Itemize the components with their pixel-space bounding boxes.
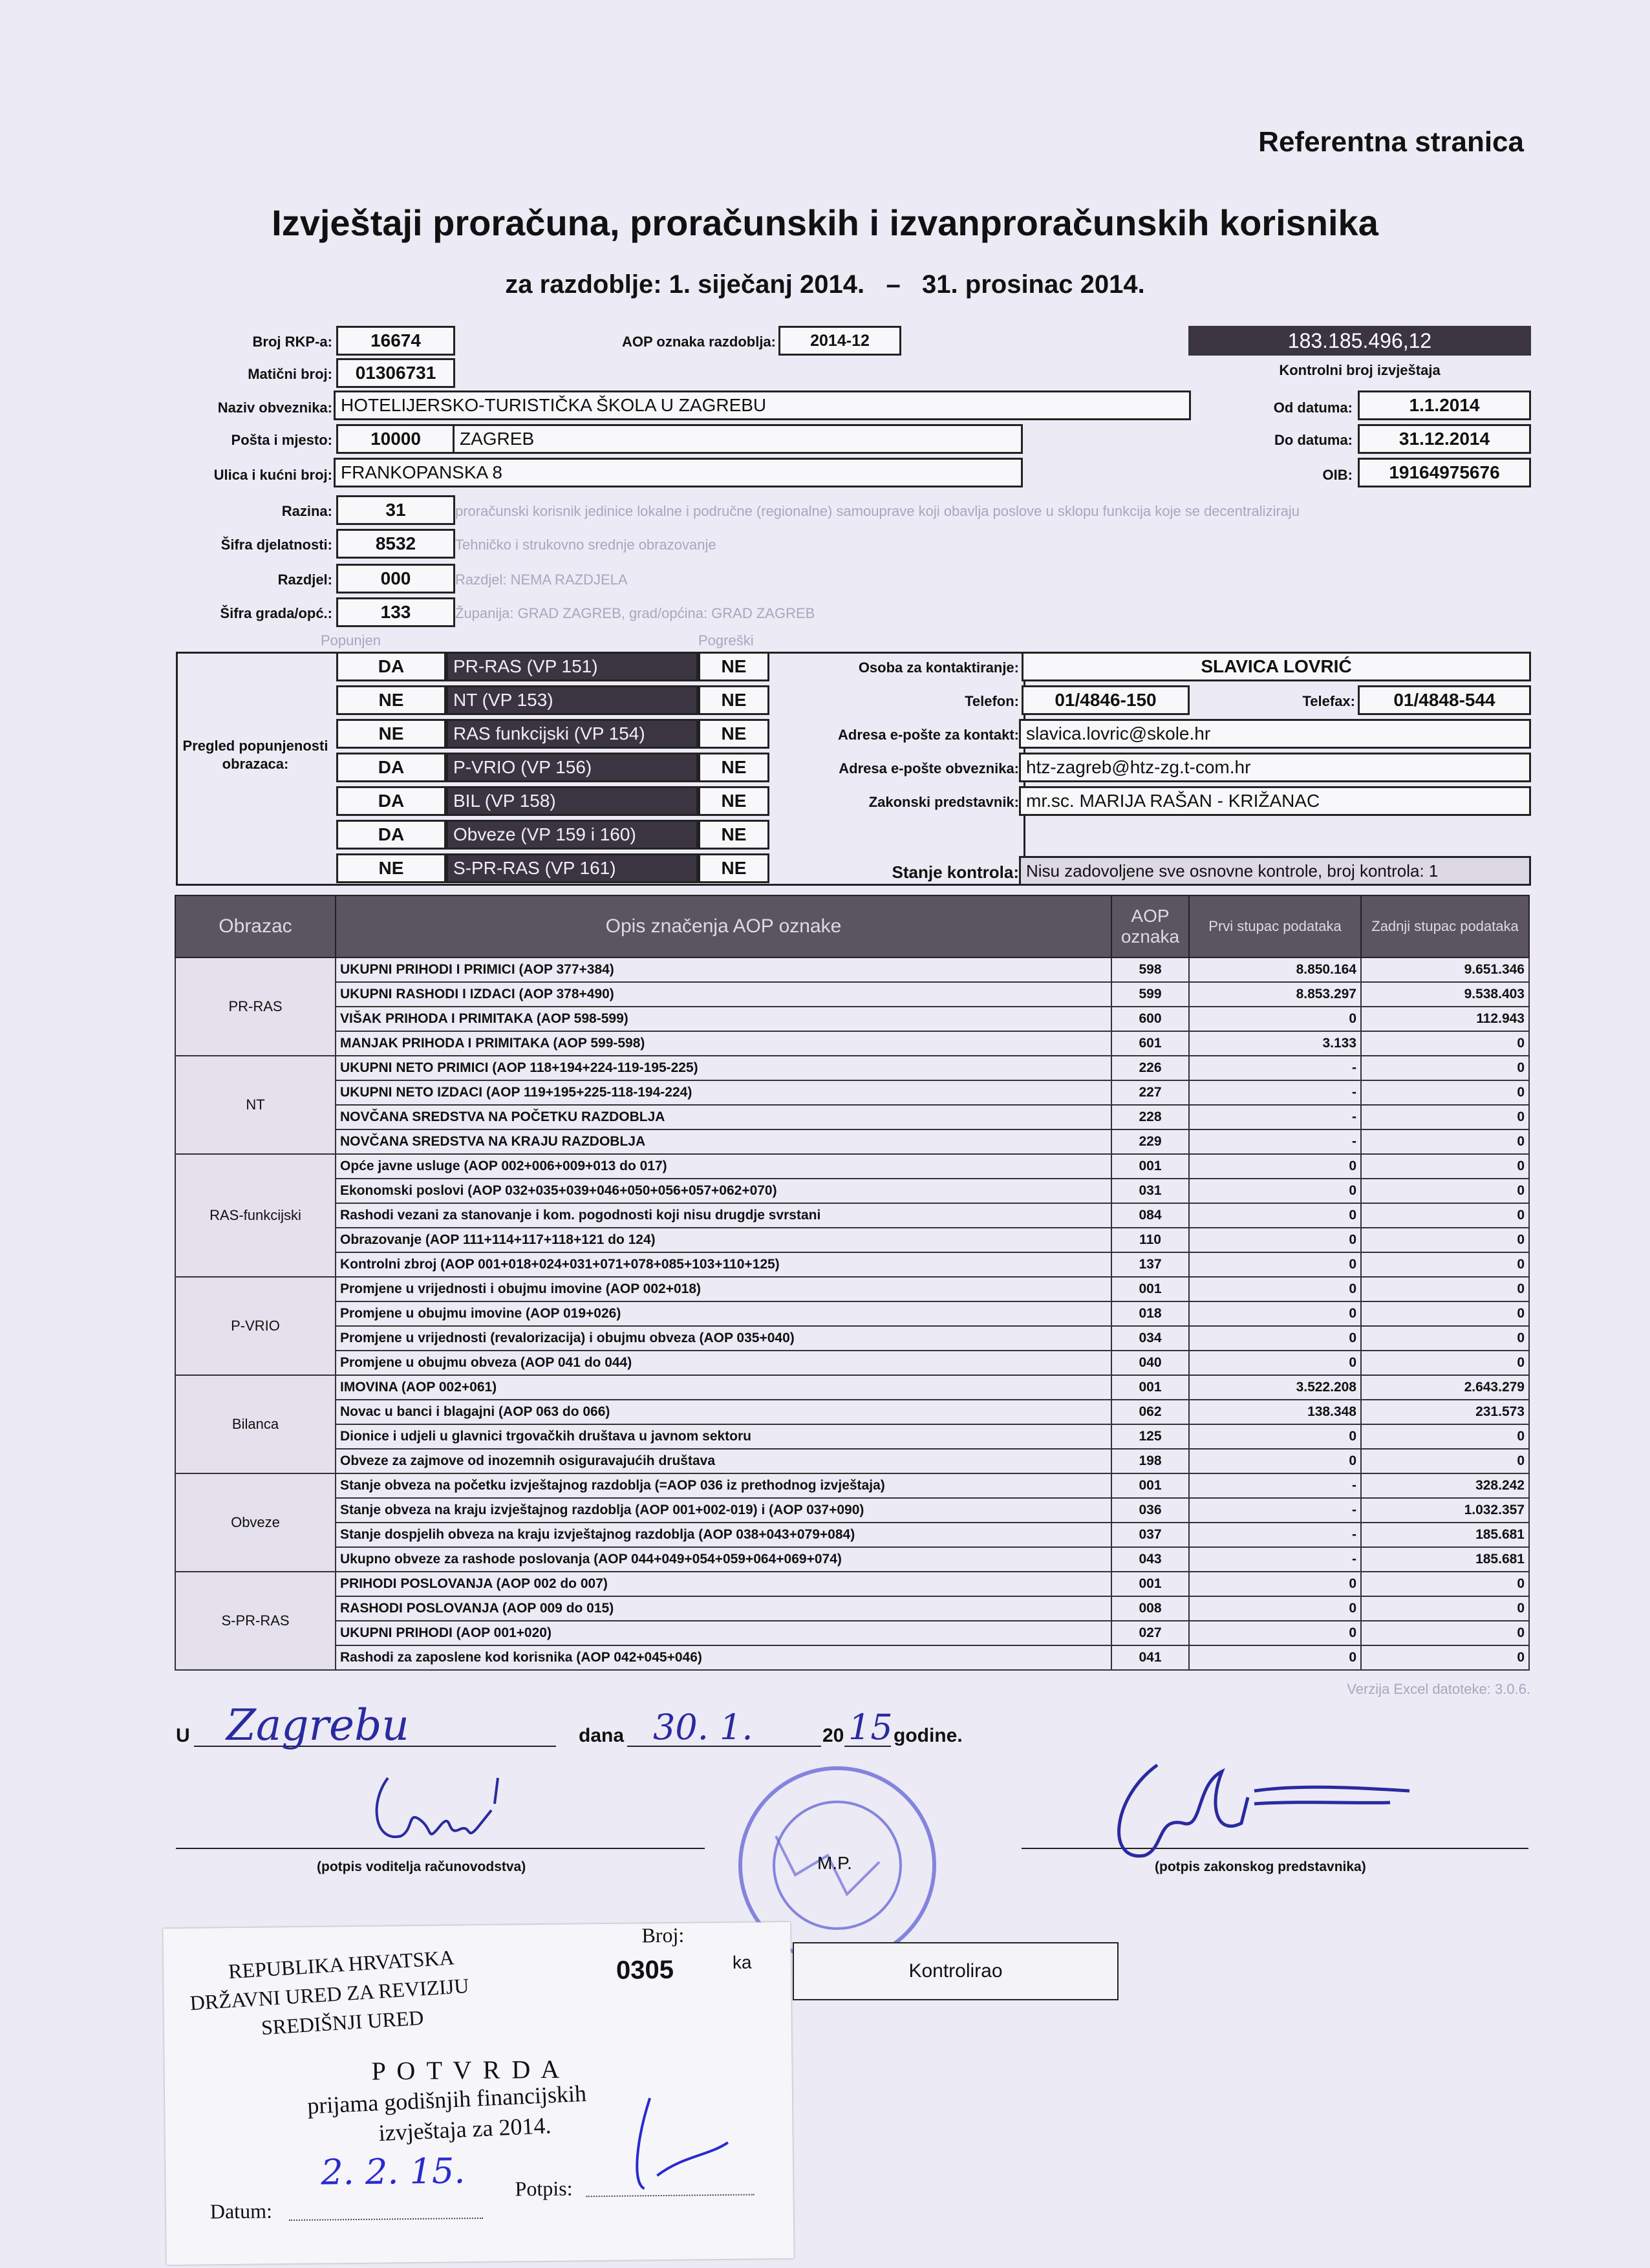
row-aop: 001 — [1111, 1277, 1189, 1301]
row-description: PRIHODI POSLOVANJA (AOP 002 do 007) — [336, 1572, 1111, 1596]
filled-value: DA — [336, 652, 446, 681]
table-row — [175, 1007, 1529, 1031]
row-aop: 601 — [1111, 1031, 1189, 1056]
error-value: NE — [698, 685, 769, 715]
row-description: NOVČANA SREDSTVA NA POČETKU RAZDOBLJA — [336, 1105, 1111, 1129]
form-name: RAS funkcijski (VP 154) — [446, 719, 698, 749]
row-first-value: 3.522.208 — [1189, 1375, 1361, 1400]
check-row-nt — [336, 685, 769, 715]
row-first-value: 0 — [1189, 1203, 1361, 1228]
level-desc: proračunski korisnik jedinice lokalne i područne (regionalne) samouprave koji obavlja poslove u sklopu funkcija koje se decentraliziraju — [455, 503, 1300, 519]
receipt-line1: REPUBLIKA HRVATSKA — [228, 1945, 455, 1984]
row-first-value: 138.348 — [1189, 1400, 1361, 1424]
table-row — [175, 1277, 1529, 1301]
table-row — [175, 1473, 1529, 1498]
sig-right-label: (potpis zakonskog predstavnika) — [1155, 1859, 1366, 1874]
row-last-value: 9.651.346 — [1361, 957, 1529, 982]
form-group-label: Bilanca — [175, 1375, 336, 1473]
city-code-field[interactable]: 133 — [336, 597, 455, 627]
filled-value: DA — [336, 753, 446, 782]
row-description: Novac u banci i blagajni (AOP 063 do 066) — [336, 1400, 1111, 1424]
person-label: Osoba za kontaktiranje: — [858, 659, 1019, 676]
row-first-value: 0 — [1189, 1277, 1361, 1301]
row-aop: 229 — [1111, 1129, 1189, 1154]
row-aop: 041 — [1111, 1645, 1189, 1670]
row-first-value: 0 — [1189, 1621, 1361, 1645]
row-first-value: 0 — [1189, 1326, 1361, 1351]
row-aop: 018 — [1111, 1301, 1189, 1326]
row-last-value: 0 — [1361, 1621, 1529, 1645]
row-aop: 037 — [1111, 1523, 1189, 1547]
row-aop: 198 — [1111, 1449, 1189, 1473]
row-first-value: 0 — [1189, 1572, 1361, 1596]
row-aop: 001 — [1111, 1572, 1189, 1596]
row-aop: 125 — [1111, 1424, 1189, 1449]
row-last-value: 0 — [1361, 1203, 1529, 1228]
section-label: Razdjel: — [277, 572, 332, 588]
row-description: UKUPNI PRIHODI (AOP 001+020) — [336, 1621, 1111, 1645]
email-label: Adresa e-pošte za kontakt: — [838, 727, 1019, 743]
aop-period-label: AOP oznaka razdoblja: — [622, 334, 776, 350]
form-name: PR-RAS (VP 151) — [446, 652, 698, 681]
receipt-col-ka: ka — [732, 1952, 752, 1973]
table-row — [175, 1228, 1529, 1252]
level-field[interactable]: 31 — [336, 495, 455, 525]
check-row-ras — [336, 719, 769, 749]
table-row — [175, 1154, 1529, 1179]
status-label: Stanje kontrola: — [892, 862, 1019, 882]
form-group-label: PR-RAS — [175, 957, 336, 1056]
form-group-label: NT — [175, 1056, 336, 1154]
row-description: Rashodi za zaposlene kod korisnika (AOP 042+045+046) — [336, 1645, 1111, 1670]
street-label: Ulica i kućni broj: — [213, 467, 332, 483]
row-last-value: 0 — [1361, 1080, 1529, 1105]
place-prefix: U — [176, 1725, 190, 1746]
table-row — [175, 982, 1529, 1007]
table-row — [175, 1400, 1529, 1424]
form-group-label: S-PR-RAS — [175, 1572, 336, 1670]
row-last-value: 0 — [1361, 1154, 1529, 1179]
row-aop: 084 — [1111, 1203, 1189, 1228]
mb-label: Matični broj: — [248, 366, 332, 382]
to-field[interactable]: 31.12.2014 — [1358, 424, 1531, 454]
table-row — [175, 1351, 1529, 1375]
row-aop: 062 — [1111, 1400, 1189, 1424]
row-aop: 008 — [1111, 1596, 1189, 1621]
row-aop: 110 — [1111, 1228, 1189, 1252]
filled-value: NE — [336, 685, 446, 715]
error-value: NE — [698, 820, 769, 850]
row-last-value: 0 — [1361, 1252, 1529, 1277]
col-opis: Opis značenja AOP oznake — [336, 895, 1111, 957]
row-last-value: 9.538.403 — [1361, 982, 1529, 1007]
row-aop: 001 — [1111, 1154, 1189, 1179]
row-description: MANJAK PRIHODA I PRIMITAKA (AOP 599-598) — [336, 1031, 1111, 1056]
row-first-value: - — [1189, 1080, 1361, 1105]
filled-header: Popunjen — [321, 632, 381, 648]
godine-label: godine. — [894, 1725, 963, 1746]
receipt-date-handwritten: 2. 2. 15. — [320, 2150, 466, 2193]
row-description: Stanje obveza na početku izvještajnog razdoblja (=AOP 036 iz prethodnog izvještaja) — [336, 1473, 1111, 1498]
row-last-value: 0 — [1361, 1424, 1529, 1449]
row-description: Obrazovanje (AOP 111+114+117+118+121 do 124) — [336, 1228, 1111, 1252]
table-row — [175, 1105, 1529, 1129]
dana-label: dana — [579, 1725, 625, 1746]
row-last-value: 0 — [1361, 1031, 1529, 1056]
errors-header: Pogreški — [698, 632, 754, 648]
row-description: UKUPNI NETO PRIMICI (AOP 118+194+224-119-195-225) — [336, 1056, 1111, 1080]
oib-label: OIB: — [1322, 467, 1353, 483]
email2-label: Adresa e-pošte obveznika: — [839, 760, 1019, 776]
table-row — [175, 1449, 1529, 1473]
filled-value: DA — [336, 786, 446, 816]
form-group-label: P-VRIO — [175, 1277, 336, 1375]
row-last-value: 0 — [1361, 1449, 1529, 1473]
email2-field[interactable]: htz-zagreb@htz-zg.t-com.hr — [1019, 753, 1531, 782]
from-field[interactable]: 1.1.2014 — [1358, 390, 1531, 420]
row-last-value: 112.943 — [1361, 1007, 1529, 1031]
row-last-value: 0 — [1361, 1179, 1529, 1203]
controlled-box: Kontrolirao — [793, 1942, 1119, 2000]
row-description: UKUPNI PRIHODI I PRIMICI (AOP 377+384) — [336, 957, 1111, 982]
table-row — [175, 1203, 1529, 1228]
section-field[interactable]: 000 — [336, 564, 455, 594]
row-description: UKUPNI RASHODI I IZDACI (AOP 378+490) — [336, 982, 1111, 1007]
row-first-value: 0 — [1189, 1301, 1361, 1326]
table-row — [175, 1621, 1529, 1645]
post-label: Pošta i mjesto: — [231, 432, 332, 448]
row-description: Promjene u vrijednosti i obujmu imovine (AOP 002+018) — [336, 1277, 1111, 1301]
table-row — [175, 1179, 1529, 1203]
person-field[interactable]: SLAVICA LOVRIĆ — [1022, 652, 1531, 681]
receipt-potpis-label: Potpis: — [515, 2176, 573, 2201]
row-description: IMOVINA (AOP 002+061) — [336, 1375, 1111, 1400]
row-first-value: 0 — [1189, 1351, 1361, 1375]
period: za razdoblje: 1. siječanj 2014. – 31. prosinac 2014. — [505, 270, 1145, 299]
row-first-value: 0 — [1189, 1228, 1361, 1252]
date-handwritten: 30. 1. — [653, 1707, 753, 1748]
row-first-value: - — [1189, 1523, 1361, 1547]
sig-left-label: (potpis voditelja računovodstva) — [317, 1859, 526, 1874]
row-aop: 227 — [1111, 1080, 1189, 1105]
row-first-value: 0 — [1189, 1645, 1361, 1670]
row-first-value: 8.850.164 — [1189, 957, 1361, 982]
overview-label: Pregled popunjenosti obrazaca: — [182, 738, 328, 772]
section-desc: Razdjel: NEMA RAZDJELA — [455, 572, 628, 588]
row-first-value: - — [1189, 1547, 1361, 1572]
row-last-value: 185.681 — [1361, 1523, 1529, 1547]
receipt-line4: prijama godišnjih financijskih — [306, 2080, 587, 2119]
row-first-value: - — [1189, 1498, 1361, 1523]
check-row-obveze — [336, 820, 769, 850]
table-row — [175, 1031, 1529, 1056]
version-label: Verzija Excel datoteke: 3.0.6. — [1347, 1681, 1530, 1697]
receipt-broj-label: Broj: — [641, 1923, 685, 1947]
row-first-value: - — [1189, 1105, 1361, 1129]
receipt-line3: SREDIŠNJI URED — [260, 2006, 425, 2040]
row-description: Stanje obveza na kraju izvještajnog razdoblja (AOP 001+002-019) i (AOP 037+090) — [336, 1498, 1111, 1523]
receipt-note — [163, 1922, 793, 2265]
table-row — [175, 1301, 1529, 1326]
name-label: Naziv obveznika: — [217, 400, 332, 416]
col-aop: AOP oznaka — [1111, 895, 1189, 957]
row-last-value: 0 — [1361, 1228, 1529, 1252]
row-first-value: 8.853.297 — [1189, 982, 1361, 1007]
table-row — [175, 1547, 1529, 1572]
table-body — [175, 957, 1529, 1670]
row-first-value: 0 — [1189, 1424, 1361, 1449]
row-last-value: 0 — [1361, 1596, 1529, 1621]
row-first-value: 0 — [1189, 1007, 1361, 1031]
row-last-value: 0 — [1361, 1351, 1529, 1375]
row-description: NOVČANA SREDSTVA NA KRAJU RAZDOBLJA — [336, 1129, 1111, 1154]
row-last-value: 0 — [1361, 1326, 1529, 1351]
filled-value: NE — [336, 853, 446, 883]
check-row-s-pr-ras — [336, 853, 769, 883]
receipt-line2: DRŽAVNI URED ZA REVIZIJU — [189, 1973, 470, 2015]
error-value: NE — [698, 753, 769, 782]
rkp-field[interactable]: 16674 — [336, 326, 455, 356]
row-aop: 040 — [1111, 1351, 1189, 1375]
sig-right-signature — [1086, 1746, 1422, 1875]
row-first-value: - — [1189, 1129, 1361, 1154]
row-aop: 027 — [1111, 1621, 1189, 1645]
year-handwritten: 15 — [848, 1707, 893, 1748]
city-code-label: Šifra grada/opć.: — [220, 605, 332, 621]
row-description: Rashodi vezani za stanovanje i kom. pogodnosti koji nisu drugdje svrstani — [336, 1203, 1111, 1228]
form-name: BIL (VP 158) — [446, 786, 698, 816]
row-first-value: - — [1189, 1056, 1361, 1080]
city-code-desc: Županija: GRAD ZAGREB, grad/općina: GRAD ZAGREB — [455, 605, 815, 621]
form-group-label: RAS-funkcijski — [175, 1154, 336, 1277]
row-aop: 228 — [1111, 1105, 1189, 1129]
error-value: NE — [698, 853, 769, 883]
row-last-value: 328.242 — [1361, 1473, 1529, 1498]
error-value: NE — [698, 719, 769, 749]
city-field[interactable]: ZAGREB — [453, 424, 1023, 454]
table-row — [175, 1424, 1529, 1449]
table-row — [175, 1645, 1529, 1670]
row-aop: 034 — [1111, 1326, 1189, 1351]
row-description: RASHODI POSLOVANJA (AOP 009 do 015) — [336, 1596, 1111, 1621]
table-row — [175, 1326, 1529, 1351]
row-aop: 137 — [1111, 1252, 1189, 1277]
check-row-bil — [336, 786, 769, 816]
rkp-label: Broj RKP-a: — [252, 334, 332, 350]
row-first-value: 0 — [1189, 1252, 1361, 1277]
table-row — [175, 1056, 1529, 1080]
aop-period-field[interactable]: 2014-12 — [778, 326, 901, 356]
level-label: Razina: — [281, 503, 332, 519]
row-aop: 600 — [1111, 1007, 1189, 1031]
row-description: Opće javne usluge (AOP 002+006+009+013 do 017) — [336, 1154, 1111, 1179]
row-description: Obveze za zajmove od inozemnih osiguravajućih društava — [336, 1449, 1111, 1473]
rep-field[interactable]: mr.sc. MARIJA RAŠAN - KRIŽANAC — [1019, 786, 1531, 816]
email-field[interactable]: slavica.lovric@skole.hr — [1019, 719, 1531, 749]
row-description: Stanje dospjelih obveza na kraju izvještajnog razdoblja (AOP 038+043+079+084) — [336, 1523, 1111, 1547]
page-title: Izvještaji proračuna, proračunskih i izvanproračunskih korisnika — [272, 202, 1378, 243]
row-description: Ekonomski poslovi (AOP 032+035+039+046+050+056+057+062+070) — [336, 1179, 1111, 1203]
to-label: Do datuma: — [1274, 432, 1353, 448]
receipt-potvrda: P O T V R D A — [371, 2054, 562, 2086]
row-first-value: 0 — [1189, 1449, 1361, 1473]
mb-field[interactable]: 01306731 — [336, 358, 455, 388]
col-obrazac: Obrazac — [175, 895, 336, 957]
post-code-field[interactable]: 10000 — [336, 424, 455, 454]
name-field[interactable]: HOTELIJERSKO-TURISTIČKA ŠKOLA U ZAGREBU — [334, 390, 1191, 420]
form-name: Obveze (VP 159 i 160) — [446, 820, 698, 850]
row-last-value: 0 — [1361, 1105, 1529, 1129]
control-number-label: Kontrolni broj izvještaja — [1279, 362, 1441, 378]
row-description: Ukupno obveze za rashode poslovanja (AOP 044+049+054+059+064+069+074) — [336, 1547, 1111, 1572]
row-first-value: 0 — [1189, 1154, 1361, 1179]
aop-table — [175, 895, 1530, 1671]
row-aop: 001 — [1111, 1473, 1189, 1498]
table-row — [175, 1129, 1529, 1154]
row-description: Promjene u obujmu imovine (AOP 019+026) — [336, 1301, 1111, 1326]
form-name: S-PR-RAS (VP 161) — [446, 853, 698, 883]
activity-label: Šifra djelatnosti: — [220, 537, 332, 553]
receipt-signature — [611, 2084, 742, 2202]
table-row — [175, 1523, 1529, 1547]
table-row — [175, 1080, 1529, 1105]
fax-field[interactable]: 01/4848-544 — [1358, 685, 1531, 715]
row-aop: 226 — [1111, 1056, 1189, 1080]
table-row — [175, 1572, 1529, 1596]
row-first-value: 0 — [1189, 1179, 1361, 1203]
row-last-value: 185.681 — [1361, 1547, 1529, 1572]
row-last-value: 0 — [1361, 1129, 1529, 1154]
row-first-value: 3.133 — [1189, 1031, 1361, 1056]
row-last-value: 0 — [1361, 1645, 1529, 1670]
ref-page-label: Referentna stranica — [1258, 126, 1524, 158]
row-aop: 043 — [1111, 1547, 1189, 1572]
control-number: 183.185.496,12 — [1188, 326, 1531, 356]
phone-label: Telefon: — [965, 693, 1019, 709]
row-last-value: 0 — [1361, 1277, 1529, 1301]
row-description: VIŠAK PRIHODA I PRIMITAKA (AOP 598-599) — [336, 1007, 1111, 1031]
receipt-line5: izvještaja za 2014. — [378, 2112, 552, 2146]
row-aop: 001 — [1111, 1375, 1189, 1400]
place-handwritten: Zagrebu — [226, 1700, 409, 1750]
table-row — [175, 1252, 1529, 1277]
year-prefix: 20 — [822, 1725, 844, 1746]
sig-left-signature — [362, 1765, 530, 1849]
error-value: NE — [698, 652, 769, 681]
rep-label: Zakonski predstavnik: — [868, 794, 1019, 810]
row-description: Dionice i udjeli u glavnici trgovačkih društava u javnom sektoru — [336, 1424, 1111, 1449]
row-aop: 599 — [1111, 982, 1189, 1007]
table-header — [175, 895, 1529, 957]
row-first-value: 0 — [1189, 1596, 1361, 1621]
receipt-datum-label: Datum: — [209, 2199, 273, 2223]
row-last-value: 0 — [1361, 1572, 1529, 1596]
row-description: Promjene u vrijednosti (revalorizacija) i obujmu obveza (AOP 035+040) — [336, 1326, 1111, 1351]
check-row-p-vrio — [336, 753, 769, 782]
col-zadnji: Zadnji stupac podataka — [1361, 895, 1529, 957]
form-name: NT (VP 153) — [446, 685, 698, 715]
row-last-value: 0 — [1361, 1056, 1529, 1080]
fax-label: Telefax: — [1302, 693, 1355, 709]
form-name: P-VRIO (VP 156) — [446, 753, 698, 782]
row-aop: 598 — [1111, 957, 1189, 982]
filled-value: DA — [336, 820, 446, 850]
phone-field[interactable]: 01/4846-150 — [1022, 685, 1190, 715]
activity-field[interactable]: 8532 — [336, 529, 455, 559]
from-label: Od datuma: — [1273, 400, 1353, 416]
receipt-broj: 0305 — [616, 1955, 674, 1985]
table-row — [175, 1596, 1529, 1621]
activity-desc: Tehničko i strukovno srednje obrazovanje — [455, 537, 716, 553]
row-last-value: 1.032.357 — [1361, 1498, 1529, 1523]
row-description: Kontrolni zbroj (AOP 001+018+024+031+071+078+085+103+110+125) — [336, 1252, 1111, 1277]
row-description: Promjene u obujmu obveza (AOP 041 do 044) — [336, 1351, 1111, 1375]
mp-label: M.P. — [817, 1853, 852, 1873]
form-group-label: Obveze — [175, 1473, 336, 1572]
oib-field[interactable]: 19164975676 — [1358, 458, 1531, 487]
row-first-value: - — [1189, 1473, 1361, 1498]
row-last-value: 2.643.279 — [1361, 1375, 1529, 1400]
status-field: Nisu zadovoljene sve osnovne kontrole, broj kontrola: 1 — [1019, 856, 1531, 886]
error-value: NE — [698, 786, 769, 816]
filled-value: NE — [336, 719, 446, 749]
table-row — [175, 1375, 1529, 1400]
table-row — [175, 1498, 1529, 1523]
col-prvi: Prvi stupac podataka — [1189, 895, 1361, 957]
row-description: UKUPNI NETO IZDACI (AOP 119+195+225-118-194-224) — [336, 1080, 1111, 1105]
row-aop: 031 — [1111, 1179, 1189, 1203]
check-row-pr-ras — [336, 652, 769, 681]
row-last-value: 231.573 — [1361, 1400, 1529, 1424]
row-last-value: 0 — [1361, 1301, 1529, 1326]
table-row — [175, 957, 1529, 982]
street-field[interactable]: FRANKOPANSKA 8 — [334, 458, 1023, 487]
row-aop: 036 — [1111, 1498, 1189, 1523]
